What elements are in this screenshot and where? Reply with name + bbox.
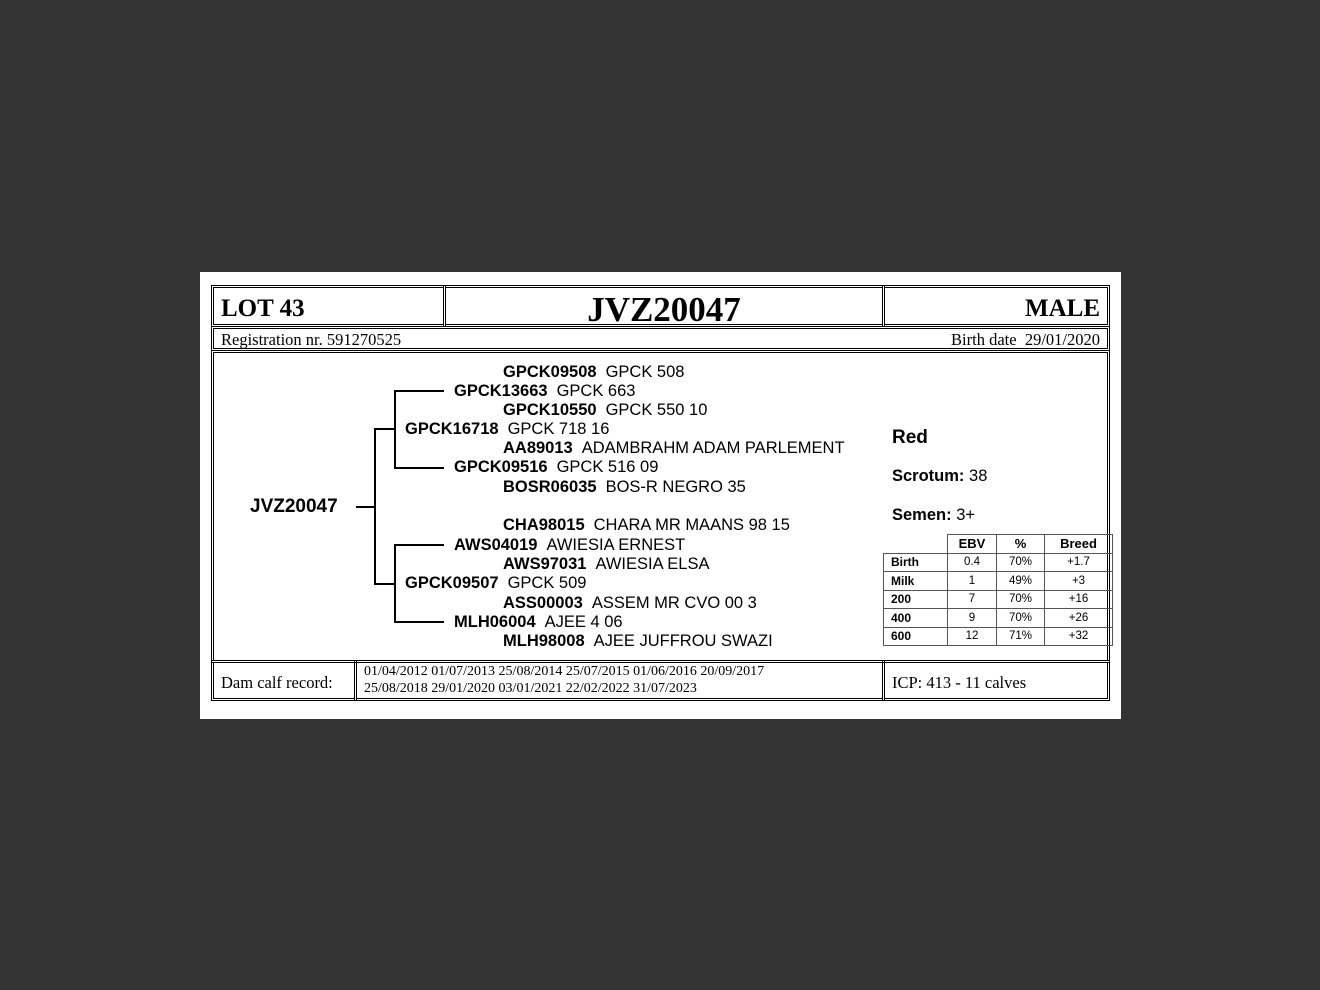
animal-id-title: JVZ20047 [587,290,741,329]
animal-id-box [443,285,885,327]
birth-date-label: Birth date [951,330,1017,349]
sire-gen2-vertical [394,390,396,468]
ebv-accuracy: 70% [997,609,1045,628]
pedigree-name: GPCK 508 [605,363,685,381]
pedigree-name: CHARA MR MAANS 98 15 [593,516,790,534]
subject-connector [356,506,374,508]
dam-sire-sire [503,516,790,535]
sire-sire-dam [503,401,707,420]
dam-sire-connector [394,544,444,546]
ebv-row-label: 600 [884,627,948,646]
sire-dam [454,458,658,477]
semen-value: 3+ [956,506,976,524]
scrotum-label: Scrotum: [892,467,965,485]
ebv-row-label: Milk [884,572,948,591]
ebv-breed-avg: +3 [1045,572,1113,591]
pedigree-id: GPCK09516 [454,458,548,476]
pedigree-id: GPCK10550 [503,401,597,419]
sire [405,420,609,439]
ebv-accuracy: 70% [997,590,1045,609]
dam-connector [374,583,394,585]
dam-sire-dam [503,555,710,574]
pedigree-id: CHA98015 [503,516,585,534]
pedigree-name: GPCK 663 [556,382,636,400]
dam-calf-record-label-box [211,660,357,701]
dam-calf-record-label: Dam calf record: [221,673,333,692]
pedigree-id: MLH06004 [454,613,536,631]
semen-trait [892,506,975,525]
ebv-accuracy: 70% [997,553,1045,572]
dam-dam-connector [394,621,444,623]
ebv-row [884,609,1113,628]
ebv-value: 1 [948,572,997,591]
pedigree-name: AJEE 4 06 [544,613,623,631]
dam-dam-sire [503,594,757,613]
sex-box [882,285,1110,327]
pedigree-id: AWS04019 [454,536,538,554]
sire-dam-dam [503,478,746,497]
dam [405,574,586,593]
sire-sire-connector [394,390,444,392]
ebv-value: 0.4 [948,553,997,572]
ebv-accuracy: 71% [997,627,1045,646]
pedigree-name: GPCK 718 16 [507,420,610,438]
ebv-row-label: 200 [884,590,948,609]
registration-row [211,326,1110,351]
ebv-header-pct: % [997,535,1045,554]
dam-calf-record-line-2: 25/08/2018 29/01/2020 03/01/2021 22/02/2022 31/07/2023 [364,681,697,696]
sire-sire-sire [503,363,684,382]
ebv-row [884,590,1113,609]
pedigree-name: BOS-R NEGRO 35 [605,478,746,496]
pedigree-name: ASSEM MR CVO 00 3 [591,594,757,612]
pedigree-id: GPCK09508 [503,363,597,381]
ebv-value: 12 [948,627,997,646]
ebv-header-ebv: EBV [948,535,997,554]
pedigree-id: AA89013 [503,439,573,457]
sex-value: MALE [1025,295,1100,322]
birth-date [951,330,1100,350]
pedigree-id: ASS00003 [503,594,583,612]
ebv-breed-avg: +16 [1045,590,1113,609]
pedigree-name: AWIESIA ELSA [595,555,710,573]
scrotum-value: 38 [969,467,988,485]
ebv-row-label: Birth [884,553,948,572]
scrotum-trait [892,467,987,486]
pedigree-id: GPCK16718 [405,420,499,438]
dam-calf-record-line-1: 01/04/2012 01/07/2013 25/08/2014 25/07/2015 01/06/2016 20/09/2017 [364,664,765,679]
pedigree-id: MLH98008 [503,632,585,650]
sire-dam-sire [503,439,845,458]
sire-dam-connector [394,467,444,469]
sire-connector [374,428,394,430]
dam-gen2-vertical [394,544,396,622]
color-trait: Red [892,427,928,448]
pedigree-name: GPCK 550 10 [605,401,708,419]
ebv-table [883,534,1113,646]
pedigree-name: ADAMBRAHM ADAM PARLEMENT [581,439,845,457]
ebv-row [884,627,1113,646]
ebv-row [884,572,1113,591]
gen1-vertical [374,428,376,584]
lot-number: LOT 43 [221,295,305,322]
ebv-row-label: 400 [884,609,948,628]
icp-box [882,660,1110,701]
ebv-breed-avg: +1.7 [1045,553,1113,572]
ebv-header-breed: Breed [1045,535,1113,554]
dam-dam-dam [503,632,773,651]
ebv-row [884,553,1113,572]
ebv-breed-avg: +32 [1045,627,1113,646]
icp-value: ICP: 413 - 11 calves [892,673,1027,692]
registration-number: Registration nr. 591270525 [221,330,402,349]
pedigree-name: AWIESIA ERNEST [546,536,686,554]
dam-sire [454,536,685,555]
ebv-corner [884,535,948,554]
dam-calf-record-box [354,660,885,701]
pedigree-id: AWS97031 [503,555,587,573]
semen-label: Semen: [892,506,952,524]
pedigree-id: GPCK09507 [405,574,499,592]
pedigree-name: GPCK 516 09 [556,458,659,476]
lot-card [200,272,1121,719]
pedigree-name: GPCK 509 [507,574,587,592]
ebv-value: 9 [948,609,997,628]
ebv-accuracy: 49% [997,572,1045,591]
sire-sire [454,382,635,401]
ebv-value: 7 [948,590,997,609]
pedigree-id: GPCK13663 [454,382,548,400]
pedigree-subject: JVZ20047 [250,496,338,517]
ebv-header-row [884,535,1113,554]
dam-dam [454,613,623,632]
birth-date-value: 29/01/2020 [1024,330,1100,349]
pedigree-name: AJEE JUFFROU SWAZI [593,632,773,650]
ebv-breed-avg: +26 [1045,609,1113,628]
pedigree-id: BOSR06035 [503,478,597,496]
lot-box [211,285,446,327]
